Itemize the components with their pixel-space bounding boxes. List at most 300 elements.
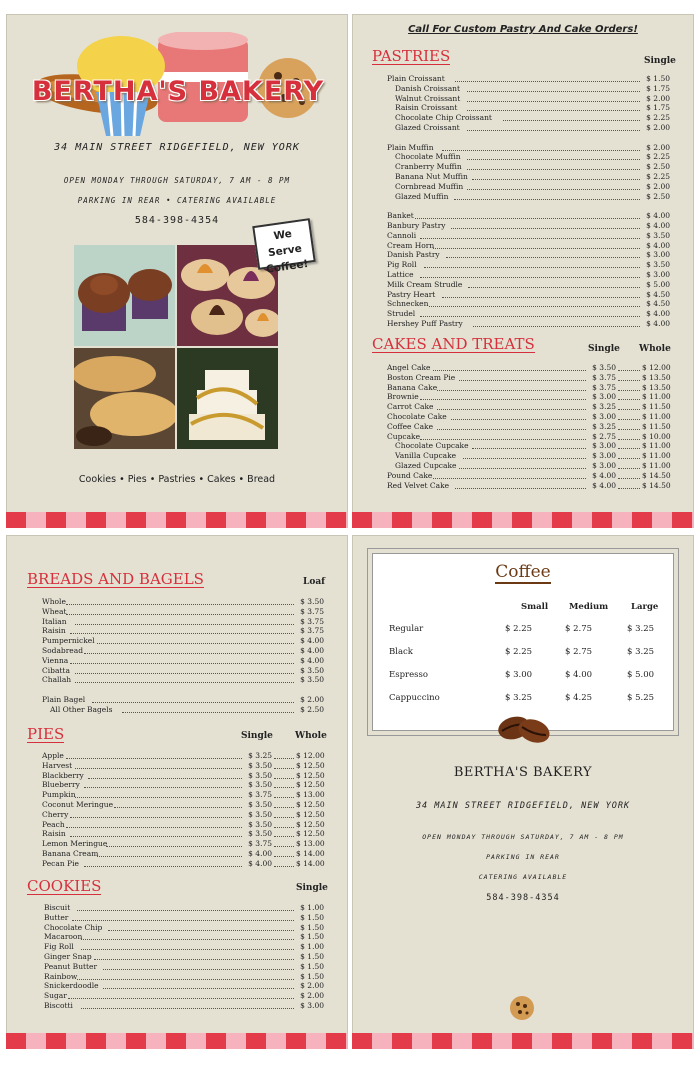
item-name: Apple	[42, 751, 64, 760]
menu-row	[387, 441, 670, 451]
item-name: Harvest	[42, 760, 73, 770]
menu-row	[42, 597, 324, 607]
menu-row	[387, 392, 670, 402]
menu-row	[42, 771, 324, 781]
leader-dots	[437, 383, 586, 391]
menu-row	[42, 685, 324, 695]
coffee-menu-box	[372, 553, 674, 731]
leader-dots	[92, 695, 294, 703]
coffee-price-medium: $ 2.75	[565, 647, 593, 657]
menu-row	[387, 143, 670, 153]
leader-dots	[77, 972, 294, 980]
menu-row	[42, 839, 324, 849]
item-price-whole: $ 13.00	[296, 790, 325, 800]
menu-row	[42, 695, 324, 705]
leader-dots	[618, 451, 640, 459]
we-serve-coffee-sign	[252, 218, 316, 276]
menu-row	[387, 383, 670, 393]
item-name: Coffee Cake	[387, 421, 434, 431]
item-price-single: $ 3.50	[248, 780, 272, 790]
item-name: Cornbread Muffin	[395, 181, 464, 191]
item-name: Plain Bagel	[42, 694, 86, 704]
cover-parking: PARKING IN REAR • CATERING AVAILABLE	[77, 196, 277, 205]
leader-dots	[114, 800, 242, 808]
logo-text: BERTHA'S BAKERY	[31, 76, 325, 107]
item-name: Boston Cream Pie	[387, 372, 456, 382]
leader-dots	[618, 471, 640, 479]
pies-col-single: Single	[241, 731, 273, 741]
item-price: $ 3.50	[646, 230, 670, 240]
photo-grid	[74, 245, 278, 449]
leader-dots	[122, 705, 294, 713]
menu-row	[44, 981, 324, 991]
coffee-name: Cappuccino	[389, 693, 440, 703]
leader-dots	[66, 597, 294, 605]
item-price-single: $ 3.50	[248, 809, 272, 819]
item-price-whole: $ 12.50	[296, 829, 325, 839]
menu-row	[387, 74, 670, 84]
leader-dots	[618, 432, 640, 440]
menu-row	[42, 675, 324, 685]
leader-dots	[459, 461, 586, 469]
leader-dots	[451, 221, 640, 229]
leader-dots	[81, 942, 294, 950]
leader-dots	[420, 309, 640, 317]
menu-row	[387, 402, 670, 412]
menu-row	[387, 481, 670, 491]
leader-dots	[618, 422, 640, 430]
leader-dots	[455, 74, 640, 82]
menu-row	[387, 299, 670, 309]
menu-row	[44, 1001, 324, 1011]
item-name: Raisin	[42, 829, 66, 839]
item-price-whole: $ 11.00	[642, 451, 671, 461]
item-name: Chocolate Cake	[387, 411, 447, 421]
leader-dots	[467, 162, 640, 170]
item-name: Biscotti	[44, 1000, 73, 1010]
item-name: Chocolate Muffin	[395, 152, 461, 162]
item-name: Danish Croissant	[395, 83, 461, 93]
menu-row	[387, 133, 670, 143]
leader-dots	[429, 299, 640, 307]
item-price-whole: $ 12.50	[296, 760, 325, 770]
item-name: Vienna	[42, 655, 69, 665]
cookies-title: COOKIES	[27, 877, 102, 895]
back-address: 34 MAIN STREET RIDGEFIELD, NEW YORK	[415, 801, 631, 811]
item-price-single: $ 3.50	[248, 799, 272, 809]
leader-dots	[437, 422, 586, 430]
menu-row	[42, 607, 324, 617]
breads-panel	[6, 535, 348, 1049]
item-price: $ 5.00	[646, 279, 670, 289]
item-name: Milk Cream Strudle	[387, 279, 463, 289]
menu-row	[387, 201, 670, 211]
leader-dots	[81, 1001, 294, 1009]
item-name: Sodabread	[42, 645, 84, 655]
item-price-single: $ 4.00	[592, 480, 616, 490]
item-name: Banana Nut Muffin	[395, 171, 468, 181]
item-price: $ 1.00	[300, 942, 324, 952]
menu-row	[42, 761, 324, 771]
leader-dots	[75, 675, 294, 683]
cover-address: 34 MAIN STREET RIDGEFIELD, NEW YORK	[54, 142, 300, 153]
menu-row	[42, 705, 324, 715]
cover-hours: OPEN MONDAY THROUGH SATURDAY, 7 AM - 8 PM	[63, 176, 291, 185]
item-price-single: $ 3.50	[248, 819, 272, 829]
item-price: $ 2.50	[300, 704, 324, 714]
item-name: Cupcake	[387, 431, 421, 441]
item-price-whole: $ 12.00	[296, 751, 325, 760]
item-price-whole: $ 12.50	[296, 770, 325, 780]
item-price-single: $ 3.25	[592, 402, 616, 412]
leader-dots	[442, 143, 640, 151]
item-name: Snickerdoodle	[44, 981, 99, 991]
menu-row	[387, 260, 670, 270]
coffee-name: Black	[389, 647, 413, 657]
coffee-price-large: $ 5.25	[627, 693, 655, 703]
size-small: Small	[521, 602, 549, 612]
coffee-price-small: $ 3.25	[505, 693, 533, 703]
leader-dots	[108, 923, 294, 931]
item-name: Fig Roll	[44, 942, 74, 952]
coffee-name: Espresso	[389, 670, 428, 680]
menu-row	[387, 319, 670, 329]
menu-row	[387, 123, 670, 133]
item-price-single: $ 3.75	[248, 839, 272, 849]
item-price-single: $ 3.75	[592, 382, 616, 392]
menu-row	[387, 373, 670, 383]
item-price-single: $ 3.00	[592, 460, 616, 470]
leader-dots	[68, 991, 294, 999]
item-price-whole: $ 12.50	[296, 819, 325, 829]
menu-row	[44, 903, 324, 913]
leader-dots	[274, 859, 294, 867]
menu-row	[387, 250, 670, 260]
leader-dots	[274, 761, 294, 769]
item-price: $ 2.00	[300, 694, 324, 704]
item-price-single: $ 3.50	[248, 829, 272, 839]
leader-dots	[446, 250, 640, 258]
item-name: Coconut Meringue	[42, 799, 114, 809]
coffee-row	[389, 624, 661, 636]
leader-dots	[75, 790, 242, 798]
leader-dots	[467, 123, 640, 131]
menu-row	[387, 231, 670, 241]
custom-orders-banner: Call For Custom Pastry And Cake Orders!	[408, 24, 638, 35]
leader-dots	[97, 849, 242, 857]
leader-dots	[94, 952, 294, 960]
item-name: All Other Bagels	[50, 704, 113, 714]
item-price: $ 1.75	[646, 83, 670, 93]
item-name: Peach	[42, 819, 65, 829]
item-name: Lemon Meringue	[42, 839, 108, 849]
wedding-cake-photo	[177, 348, 278, 449]
coffee-title	[373, 562, 673, 582]
item-price: $ 4.00	[646, 240, 670, 250]
item-price-single: $ 4.00	[592, 470, 616, 480]
menu-row	[387, 290, 670, 300]
item-price-single: $ 3.75	[248, 790, 272, 800]
item-name: Danish Pastry	[387, 250, 440, 260]
item-price-whole: $ 12.50	[296, 780, 325, 790]
menu-row	[387, 363, 670, 373]
leader-dots	[70, 656, 294, 664]
cover-phone: 584-398-4354	[134, 215, 220, 226]
leader-dots	[472, 172, 640, 180]
leader-dots	[454, 192, 640, 200]
menu-row	[387, 192, 670, 202]
menu-row	[44, 991, 324, 1001]
cover-categories: Cookies • Pies • Pastries • Cakes • Bread	[78, 474, 276, 485]
leader-dots	[618, 412, 640, 420]
leader-dots	[437, 402, 586, 410]
item-price-whole: $ 13.50	[642, 372, 671, 382]
menu-row	[42, 790, 324, 800]
leader-dots	[455, 481, 586, 489]
leader-dots	[103, 981, 294, 989]
leader-dots	[274, 751, 294, 759]
item-price: $ 4.00	[300, 636, 324, 646]
coffee-row	[389, 670, 661, 682]
item-price: $ 2.00	[646, 93, 670, 103]
item-name: Peanut Butter	[44, 961, 98, 971]
size-large: Large	[631, 602, 659, 612]
item-name: Angel Cake	[387, 363, 431, 372]
menu-row	[387, 422, 670, 432]
leader-dots	[618, 373, 640, 381]
menu-row	[387, 162, 670, 172]
menu-row	[44, 923, 324, 933]
leader-dots	[274, 771, 294, 779]
menu-row	[42, 646, 324, 656]
menu-row	[44, 962, 324, 972]
item-price-whole: $ 12.00	[642, 363, 671, 372]
leader-dots	[70, 829, 242, 837]
item-price: $ 3.00	[300, 1000, 324, 1010]
back-phone: 584-398-4354	[486, 893, 560, 903]
item-price-single: $ 2.75	[592, 431, 616, 441]
leader-dots	[420, 270, 640, 278]
coffee-price-small: $ 2.25	[505, 647, 533, 657]
menu-row	[42, 820, 324, 830]
breads-col-loaf: Loaf	[303, 577, 326, 587]
item-name: Banana Cream	[42, 848, 99, 858]
cakes-title: CAKES AND TREATS	[372, 335, 535, 353]
leader-dots	[424, 260, 640, 268]
leader-dots	[77, 903, 294, 911]
item-price-single: $ 3.50	[592, 363, 616, 372]
item-price: $ 3.00	[646, 269, 670, 279]
menu-row	[387, 461, 670, 471]
item-price-single: $ 3.50	[248, 770, 272, 780]
item-price: $ 3.50	[300, 665, 324, 675]
item-price: $ 4.00	[646, 318, 670, 328]
item-name: Plain Croissant	[387, 74, 445, 83]
leader-dots	[84, 780, 242, 788]
item-name: Biscuit	[44, 903, 71, 912]
item-name: Vanilla Cupcake	[395, 451, 457, 461]
leader-dots	[618, 383, 640, 391]
item-price: $ 1.50	[300, 961, 324, 971]
coffee-sign-line2: Coffee!	[265, 257, 310, 276]
menu-row	[387, 211, 670, 221]
item-price: $ 2.50	[646, 162, 670, 172]
item-price-single: $ 4.00	[248, 848, 272, 858]
stripe-border	[352, 1033, 694, 1049]
menu-row	[387, 84, 670, 94]
pies-list	[42, 751, 324, 869]
item-price: $ 4.00	[646, 211, 670, 221]
item-name: Cibatta	[42, 665, 70, 675]
menu-row	[42, 849, 324, 859]
coffee-price-large: $ 3.25	[627, 624, 655, 634]
pastries-panel	[352, 14, 694, 528]
item-name: Pig Roll	[387, 260, 417, 270]
item-name: Cranberry Muffin	[395, 162, 462, 172]
item-price-single: $ 3.00	[592, 451, 616, 461]
back-parking: PARKING IN REAR	[486, 853, 560, 861]
item-name: Cream Horn	[387, 240, 435, 250]
coffee-row	[389, 647, 661, 659]
leader-dots	[463, 451, 586, 459]
item-price: $ 1.50	[300, 971, 324, 981]
leader-dots	[618, 481, 640, 489]
leader-dots	[420, 432, 586, 440]
pastries-col-single: Single	[644, 56, 676, 66]
item-name: Pastry Heart	[387, 289, 436, 299]
item-name: Brownie	[387, 392, 419, 402]
item-price-whole: $ 13.50	[642, 382, 671, 392]
item-price: $ 1.50	[300, 932, 324, 942]
leader-dots	[433, 363, 586, 371]
coffee-name: Regular	[389, 624, 424, 634]
item-price-whole: $ 11.50	[642, 421, 671, 431]
leader-dots	[467, 103, 640, 111]
menu-row	[42, 780, 324, 790]
item-name: Walnut Croissant	[395, 93, 461, 103]
leader-dots	[75, 617, 294, 625]
item-price-single: $ 4.00	[248, 858, 272, 868]
item-price: $ 2.25	[646, 113, 670, 123]
item-price-whole: $ 14.00	[296, 848, 325, 858]
leader-dots	[103, 962, 294, 970]
item-name: Pound Cake	[387, 470, 433, 480]
item-name: Blackberry	[42, 770, 84, 780]
menu-row	[387, 172, 670, 182]
leader-dots	[618, 363, 640, 371]
item-price-single: $ 3.00	[592, 392, 616, 402]
item-price: $ 2.00	[646, 122, 670, 132]
item-name: Banana Cake	[387, 382, 438, 392]
menu-row	[387, 221, 670, 231]
item-name: Challah	[42, 675, 72, 685]
stripe-border	[6, 1033, 348, 1049]
leader-dots	[618, 461, 640, 469]
menu-row	[387, 451, 670, 461]
leader-dots	[420, 392, 586, 400]
breads-title: BREADS AND BAGELS	[27, 570, 204, 588]
item-price: $ 2.25	[646, 171, 670, 181]
cakes-col-whole: Whole	[639, 344, 671, 354]
item-name: Hershey Puff Pastry	[387, 318, 463, 328]
item-name: Glazed Muffin	[395, 191, 449, 201]
item-name: Sugar	[44, 991, 67, 1001]
leader-dots	[84, 859, 242, 867]
leader-dots	[274, 849, 294, 857]
menu-row	[42, 810, 324, 820]
leader-dots	[472, 441, 586, 449]
back-hours: OPEN MONDAY THROUGH SATURDAY, 7 AM - 8 PM	[422, 833, 624, 841]
item-name: Pumpernickel	[42, 636, 95, 646]
item-name: Wheat	[42, 606, 67, 616]
back-bakery-name: BERTHA'S BAKERY	[453, 765, 593, 780]
item-name: Cherry	[42, 809, 69, 819]
pies-title: PIES	[27, 725, 65, 743]
stripe-border	[6, 512, 348, 528]
item-price: $ 3.00	[646, 250, 670, 260]
leader-dots	[274, 820, 294, 828]
coffee-price-large: $ 5.00	[627, 670, 655, 680]
leader-dots	[274, 829, 294, 837]
menu-row	[387, 471, 670, 481]
item-price: $ 3.75	[300, 626, 324, 636]
coffee-beans-icon	[496, 711, 552, 745]
coffee-price-medium: $ 4.25	[565, 693, 593, 703]
item-name: Carrot Cake	[387, 402, 434, 412]
menu-row	[387, 152, 670, 162]
menu-row	[42, 656, 324, 666]
leader-dots	[468, 280, 640, 288]
item-name: Whole	[42, 597, 66, 606]
item-price: $ 1.50	[300, 912, 324, 922]
coffee-price-small: $ 3.00	[505, 670, 533, 680]
coffee-price-small: $ 2.25	[505, 624, 533, 634]
leader-dots	[467, 182, 640, 190]
menu-row	[387, 412, 670, 422]
item-price-whole: $ 13.00	[296, 839, 325, 849]
leader-dots	[274, 800, 294, 808]
leader-dots	[274, 790, 294, 798]
leader-dots	[84, 646, 294, 654]
item-price-whole: $ 12.50	[296, 799, 325, 809]
item-price: $ 4.50	[646, 289, 670, 299]
item-price: $ 1.75	[646, 103, 670, 113]
item-name: Ginger Snap	[44, 951, 92, 961]
item-price: $ 1.50	[300, 951, 324, 961]
item-name: Chocolate Chip Croissant	[395, 113, 492, 123]
item-price: $ 1.50	[300, 922, 324, 932]
menu-row	[387, 270, 670, 280]
leader-dots	[274, 810, 294, 818]
cookies-col-single: Single	[296, 883, 328, 893]
coffee-title-text: Coffee	[495, 562, 551, 582]
croissants-photo	[74, 348, 175, 449]
leader-dots	[467, 84, 640, 92]
back-catering: CATERING AVAILABLE	[478, 873, 568, 881]
menu-row	[44, 942, 324, 952]
leader-dots	[473, 319, 640, 327]
menu-row	[42, 829, 324, 839]
leader-dots	[415, 211, 640, 219]
item-name: Lattice	[387, 269, 414, 279]
leader-dots	[81, 932, 294, 940]
coffee-price-large: $ 3.25	[627, 647, 655, 657]
leader-dots	[66, 751, 242, 759]
item-price-single: $ 3.75	[592, 372, 616, 382]
cakes-list	[387, 363, 670, 490]
item-name: Glazed Croissant	[395, 122, 460, 132]
leader-dots	[467, 94, 640, 102]
